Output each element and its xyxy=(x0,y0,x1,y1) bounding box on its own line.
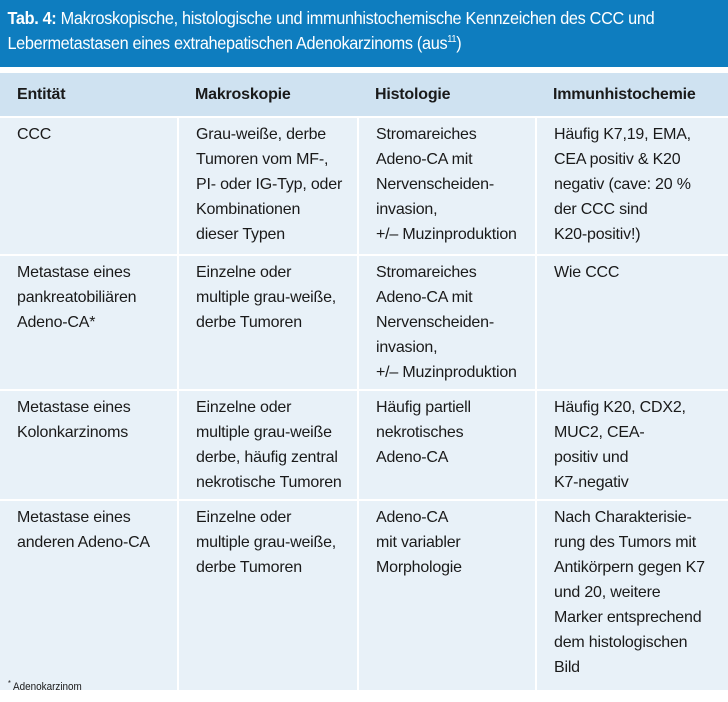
footnote-text: Adenokarzinom xyxy=(10,681,82,693)
cell-line: Einzelne oder xyxy=(196,399,292,416)
cell-line: K7-negativ xyxy=(554,474,629,491)
cell-histologie xyxy=(358,255,536,390)
table-row xyxy=(0,390,728,500)
cell-line: Antikörpern gegen K7 xyxy=(554,559,705,576)
header-histologie: Histologie xyxy=(375,86,451,103)
table-header-row xyxy=(0,73,728,117)
cell-line: Morphologie xyxy=(376,559,462,576)
cell-line: Bild xyxy=(554,659,580,676)
cell-line: Stromareiches xyxy=(376,126,477,143)
title-close-paren: ) xyxy=(456,33,462,53)
comparison-table xyxy=(0,73,728,690)
cell-line: Adeno-CA xyxy=(376,449,449,466)
title-text-line2: Lebermetastasen eines extrahepatischen Adenokarzinoms (aus xyxy=(7,33,448,53)
cell-line: K20-positiv!) xyxy=(554,226,641,243)
cell-histologie xyxy=(358,117,536,255)
title-line-2 xyxy=(7,31,727,56)
cell-line: CEA positiv & K20 xyxy=(554,151,681,168)
cell-line: nekrotisches xyxy=(376,424,464,441)
cell-line: anderen Adeno-CA xyxy=(17,534,150,551)
header-makroskopie: Makroskopie xyxy=(195,86,291,103)
cell-line: derbe, häufig zentral xyxy=(196,449,338,466)
cell-immunhistochemie xyxy=(536,255,728,390)
cell-line: Nervenscheiden- xyxy=(376,314,494,331)
cell-line: invasion, xyxy=(376,201,438,218)
title-line-1 xyxy=(7,6,727,31)
reference-number: 11 xyxy=(447,34,457,45)
cell-line: Adeno-CA mit xyxy=(376,289,473,306)
cell-line: CCC xyxy=(17,126,52,143)
cell-immunhistochemie xyxy=(536,117,728,255)
cell-line: pankreatobiliären xyxy=(17,289,137,306)
cell-line: Adeno-CA* xyxy=(17,314,96,331)
cell-entitaet xyxy=(0,255,178,390)
cell-line: dem histologischen xyxy=(554,634,688,651)
table-row xyxy=(0,117,728,255)
cell-makroskopie xyxy=(178,255,358,390)
table-row xyxy=(0,500,728,690)
cell-line: und 20, weitere xyxy=(554,584,661,601)
cell-line: negativ (cave: 20 % xyxy=(554,176,691,193)
cell-line: invasion, xyxy=(376,339,438,356)
cell-line: Einzelne oder xyxy=(196,264,292,281)
cell-line: derbe Tumoren xyxy=(196,559,302,576)
cell-line: Metastase eines xyxy=(17,399,131,416)
cell-line: Marker entsprechend xyxy=(554,609,702,626)
cell-entitaet xyxy=(0,117,178,255)
cell-line: Wie CCC xyxy=(554,264,620,281)
cell-line: Kolonkarzinoms xyxy=(17,424,129,441)
cell-line: Grau-weiße, derbe xyxy=(196,126,326,143)
header-entitaet: Entität xyxy=(17,86,66,103)
cell-line: mit variabler xyxy=(376,534,461,551)
cell-makroskopie xyxy=(178,500,358,690)
footnote xyxy=(8,681,82,693)
cell-line: multiple grau-weiße, xyxy=(196,289,337,306)
cell-line: Metastase eines xyxy=(17,264,131,281)
cell-line: multiple grau-weiße, xyxy=(196,534,337,551)
table-row xyxy=(0,255,728,390)
cell-line: nekrotische Tumoren xyxy=(196,474,342,491)
cell-entitaet xyxy=(0,390,178,500)
cell-immunhistochemie xyxy=(536,390,728,500)
cell-line: Kombinationen xyxy=(196,201,301,218)
table-number-label: Tab. 4: xyxy=(7,8,57,28)
cell-entitaet xyxy=(0,500,178,690)
cell-immunhistochemie xyxy=(536,500,728,690)
cell-line: positiv und xyxy=(554,449,629,466)
header-immunhistochemie: Immunhistochemie xyxy=(553,86,696,103)
cell-line: Tumoren vom MF-, xyxy=(196,151,329,168)
cell-line: Stromareiches xyxy=(376,264,477,281)
cell-line: Adeno-CA xyxy=(376,509,449,526)
cell-line: MUC2, CEA- xyxy=(554,424,645,441)
cell-line: Einzelne oder xyxy=(196,509,292,526)
cell-line: +/– Muzinproduktion xyxy=(376,226,517,243)
cell-line: der CCC sind xyxy=(554,201,648,218)
cell-makroskopie xyxy=(178,390,358,500)
cell-makroskopie xyxy=(178,117,358,255)
table-title xyxy=(0,0,728,67)
cell-line: rung des Tumors mit xyxy=(554,534,697,551)
cell-line: Häufig K7,19, EMA, xyxy=(554,126,691,143)
cell-line: Nervenscheiden- xyxy=(376,176,494,193)
title-text: Makroskopische, histologische und immunhistochemische Kennzeichen des CCC und xyxy=(56,8,655,28)
cell-line: derbe Tumoren xyxy=(196,314,302,331)
cell-line: Nach Charakterisie- xyxy=(554,509,692,526)
cell-histologie xyxy=(358,390,536,500)
cell-line: Häufig K20, CDX2, xyxy=(554,399,686,416)
cell-line: PI- oder IG-Typ, oder xyxy=(196,176,343,193)
cell-line: Adeno-CA mit xyxy=(376,151,473,168)
footnote-mark: * xyxy=(8,679,11,688)
cell-line: +/– Muzinproduktion xyxy=(376,364,517,381)
cell-line: Metastase eines xyxy=(17,509,131,526)
cell-line: dieser Typen xyxy=(196,226,285,243)
cell-line: multiple grau-weiße xyxy=(196,424,332,441)
cell-histologie xyxy=(358,500,536,690)
cell-line: Häufig partiell xyxy=(376,399,471,416)
